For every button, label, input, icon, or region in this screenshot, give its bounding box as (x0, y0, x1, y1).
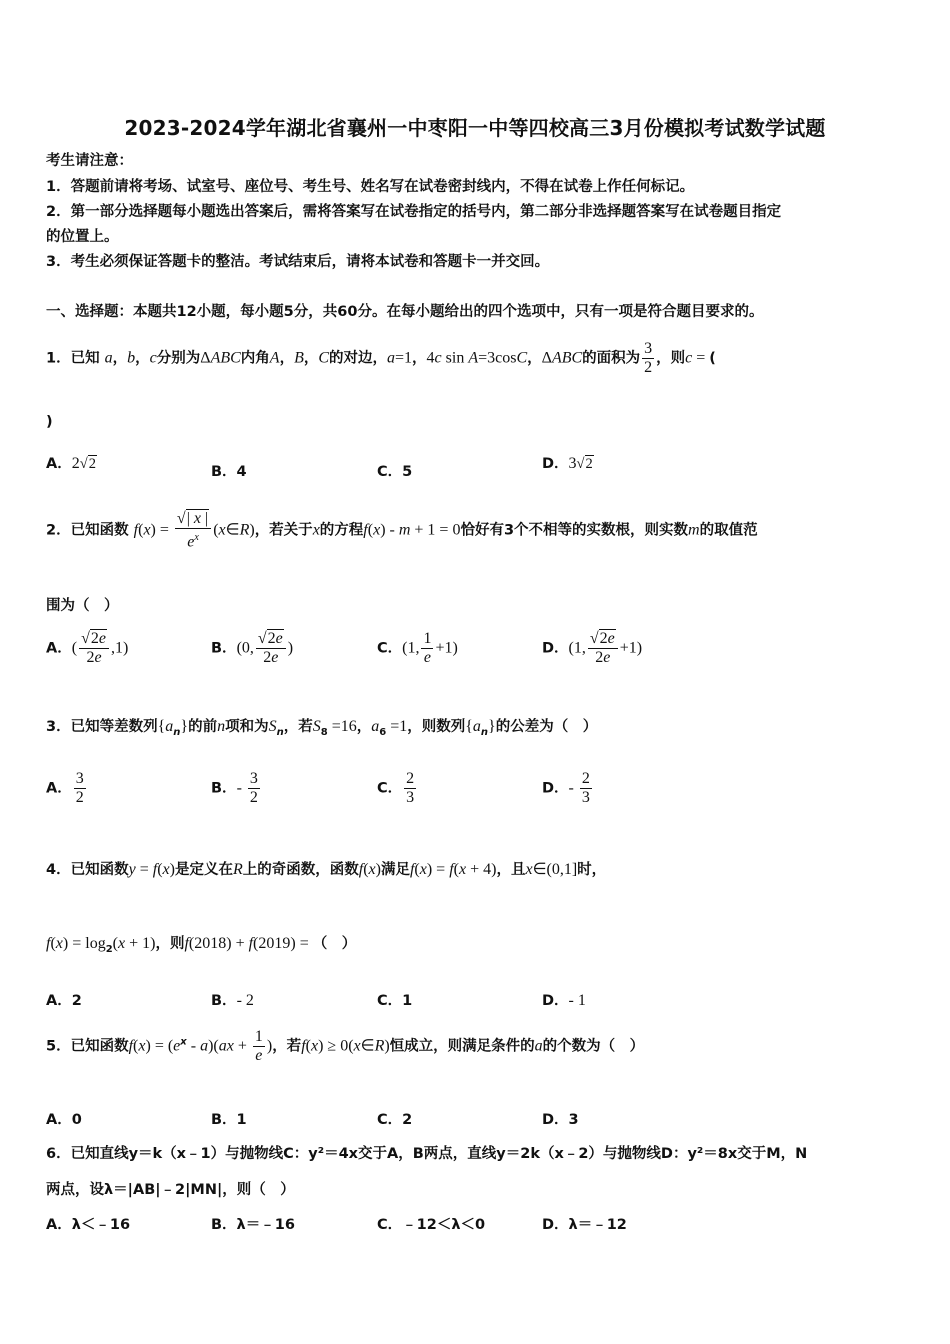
q3-option-c: C． $\frac{2}{3}$ (377, 770, 415, 806)
notice-item-3: 3．考生必须保证答题卡的整洁。考试结束后，请将本试卷和答题卡一并交回。 (46, 254, 550, 270)
q2-option-d: D．(1, $\frac{√2e}{2e}$ +1) (542, 630, 643, 666)
question-5: 5．已知函数$f(x) = (e^x - a)(ax$ + $\frac{1}{e}$ )，若f(x) ≥ 0(x∈R)恒成立，则满足条件的a的个数为（ ） (46, 1028, 645, 1064)
question-3: 3．已知等差数列$\{a_n\}$的前n项和为$S_n$，若$S_8 =16$，$a_6 =1$，则数列$\{a_n\}$的公差为（ ） (46, 718, 598, 738)
notice-item-2: 2．第一部分选择题每小题选出答案后，需将答案写在试卷指定的括号内，第二部分非选择题答案写在试卷题目指定 (46, 204, 782, 220)
question-4-cont: $f(x) = \log_2(x + 1)$，则f(2018) + f(2019) = （ ） (46, 935, 357, 955)
q2-option-b: B．(0, $\frac{√2e}{2e}$ ) (211, 630, 294, 666)
q1-option-d: D．3√2 (542, 455, 593, 472)
q4-option-d: D．- 1 (542, 992, 586, 1009)
q6-option-c: C．﹣12＜λ＜0 (377, 1217, 486, 1233)
question-2: 2．已知函数 f(x) = $\frac{√| x |}{e^x}$ (x∈R)，若关于x的方程f(x) - m + 1 = 0恰好有3个不相等的实数根，则实数m的取值范 (46, 510, 758, 551)
q1-option-b: B．4 (211, 464, 247, 480)
question-2-cont: 围为（ ） (46, 598, 119, 614)
notice-item-2-cont: 的位置上。 (46, 229, 119, 245)
q6-option-a: A．λ＜﹣16 (46, 1217, 131, 1233)
q3-option-a: A． $\frac{3}{2}$ (46, 770, 84, 806)
q4-option-a: A．2 (46, 993, 82, 1009)
q5-option-d: D．3 (542, 1112, 579, 1128)
notice-heading: 考生请注意： (46, 153, 133, 169)
q6-option-d: D．λ＝﹣12 (542, 1217, 627, 1233)
q4-option-c: C．1 (377, 993, 413, 1009)
q5-option-b: B．1 (211, 1112, 247, 1128)
question-6-cont: 两点，设λ＝|AB|﹣2|MN|，则（ ） (46, 1182, 295, 1198)
q1-option-a: A．2√2 (46, 455, 96, 472)
q3-option-d: D．- $\frac{2}{3}$ (542, 770, 590, 806)
q4-option-b: B．- 2 (211, 992, 254, 1009)
question-6: 6．已知直线y＝k（x﹣1）与抛物线C：y²＝4x交于A，B两点，直线y＝2k（x﹣2）与抛物线D：y²＝8x交于M，N (46, 1146, 808, 1162)
notice-item-1: 1．答题前请将考场、试室号、座位号、考生号、姓名写在试卷密封线内，不得在试卷上作任何标记。 (46, 179, 695, 195)
section-heading: 一、选择题：本题共12小题，每小题5分，共60分。在每小题给出的四个选项中，只有一项是符合题目要求的。 (46, 304, 764, 320)
q3-option-b: B．- $\frac{3}{2}$ (211, 770, 258, 806)
question-1-close: ) (46, 414, 53, 430)
question-1: 1．已知 a，b，c分别为ΔABC内角A，B，C的对边，a=1，4c sin A=3cosC，ΔABC的面积为 $\frac{3}{2}$ ，则c = ( (46, 340, 716, 376)
q2-option-c: C．(1, $\frac{1}{e}$ +1) (377, 630, 458, 666)
q5-option-a: A．0 (46, 1112, 82, 1128)
page-title: 2023-2024学年湖北省襄州一中枣阳一中等四校高三3月份模拟考试数学试题 (124, 116, 826, 140)
q5-option-c: C．2 (377, 1112, 413, 1128)
q1-option-c: C．5 (377, 464, 413, 480)
q2-option-a: A．( $\frac{√2e}{2e}$ ,1) (46, 630, 129, 666)
q6-option-b: B．λ＝﹣16 (211, 1217, 295, 1233)
question-4: 4．已知函数y = f(x)是定义在R上的奇函数，函数f(x)满足f(x) = f(x + 4)，且x∈(0,1]时， (46, 861, 607, 878)
